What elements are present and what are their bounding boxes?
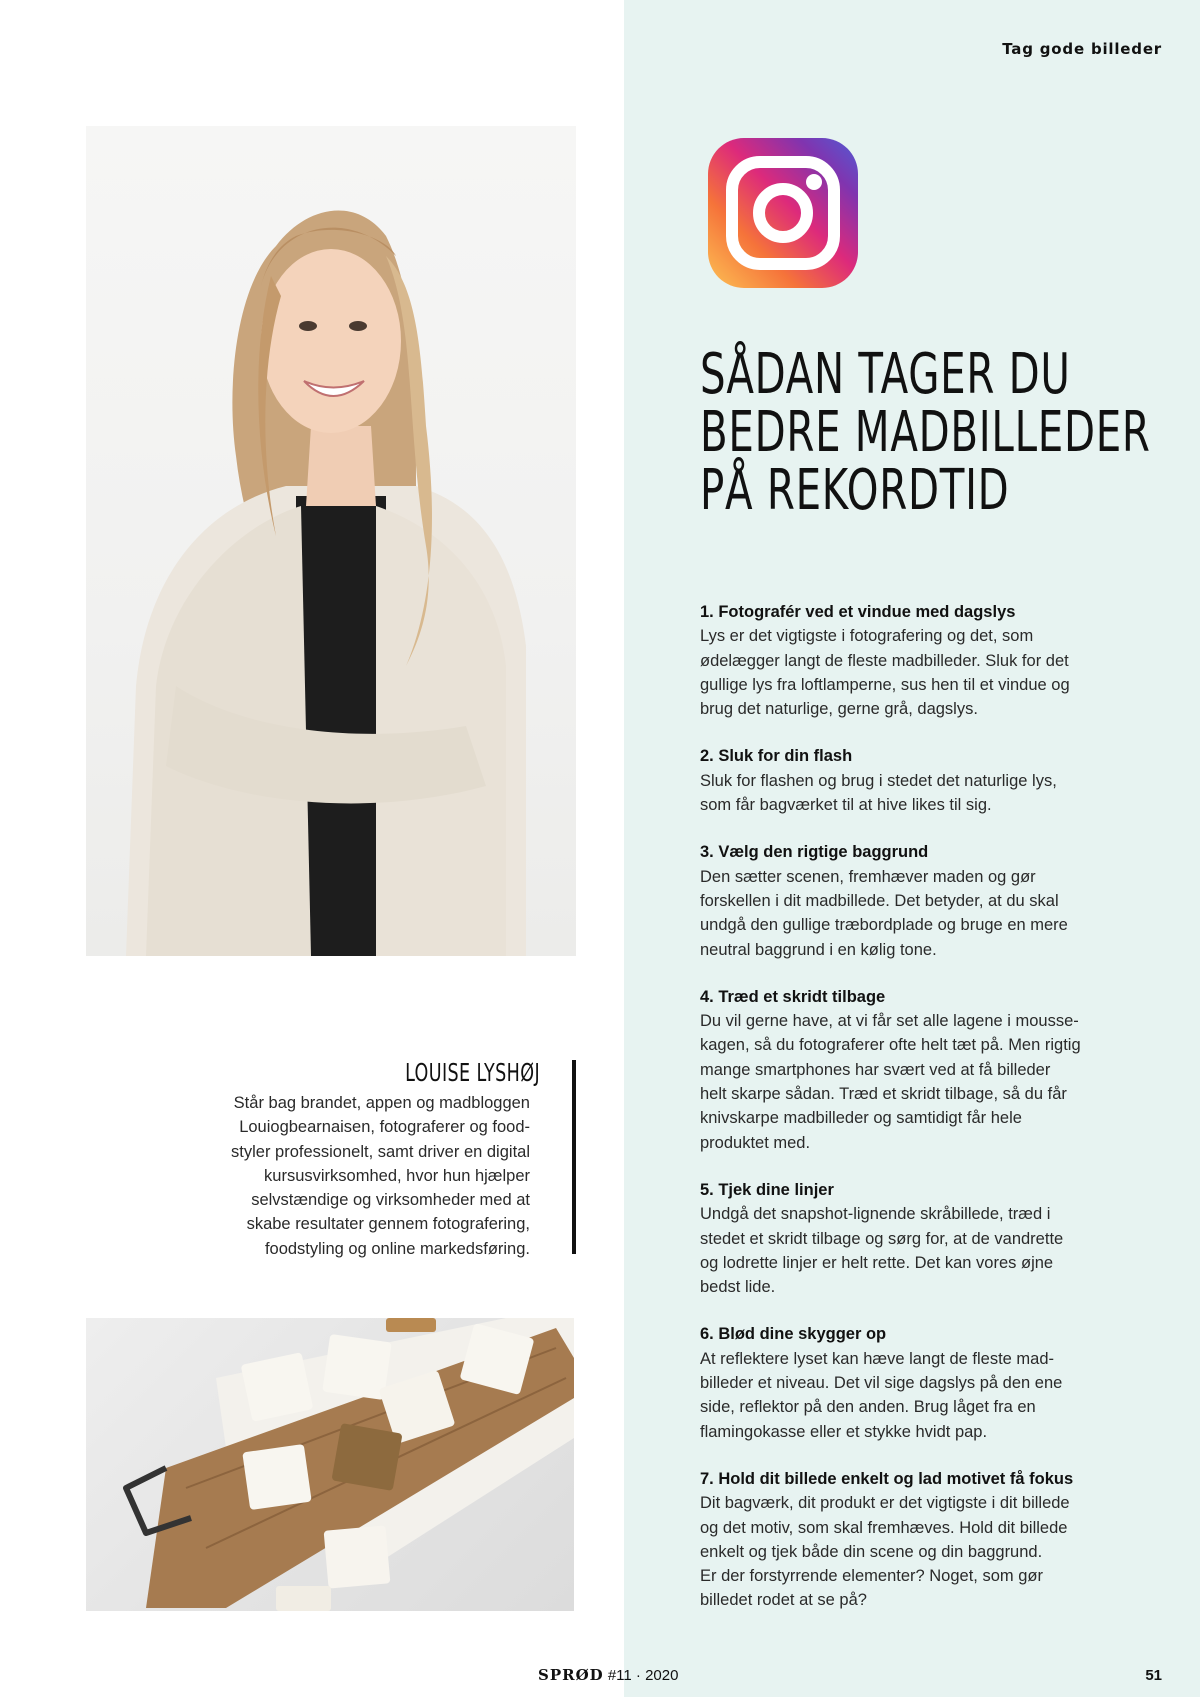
instagram-icon (708, 138, 858, 288)
bio-name: LOUISE LYSHØJ (405, 1058, 540, 1087)
tip-item (700, 1178, 1140, 1299)
tip-line: Den sætter scenen, fremhæver maden og gør (700, 867, 1036, 886)
tip-item (700, 600, 1140, 721)
tip-item (700, 744, 1140, 817)
bio-line: kursusvirksomhed, hvor hun hjælper (264, 1166, 530, 1185)
bio-line: Står bag brandet, appen og madbloggen (233, 1094, 530, 1112)
tip-line: gullige lys fra loftlamperne, sus hen til et vindue og (700, 675, 1070, 694)
tip-line: knivskarpe madbilleder og samtidigt får hele (700, 1109, 1022, 1128)
tip-line: At reflektere lyset kan hæve langt de fleste mad- (700, 1349, 1055, 1368)
section-label: Tag gode billeder (1002, 40, 1162, 58)
tip-line: forskellen i dit madbillede. Det betyder, at du skal (700, 891, 1059, 910)
tip-line: mange smartphones har svært ved at få billeder (700, 1060, 1051, 1079)
tip-item (700, 1467, 1140, 1613)
tip-line: side, reflektor på den anden. Brug låget fra en (700, 1398, 1036, 1417)
tip-item (700, 840, 1140, 961)
tip-line: stedet et skridt tilbage og sørg for, at de vandrette (700, 1229, 1064, 1248)
portrait-photo (86, 126, 576, 956)
tip-line: brug det naturlige, gerne grå, dagslys. (700, 700, 978, 719)
bio-text (200, 1091, 530, 1261)
bio-line: foodstyling og online markedsføring. (264, 1239, 530, 1258)
tip-line: billedet rodet at se på? (700, 1591, 867, 1610)
tip-body (700, 1009, 1140, 1155)
tip-line: Dit bagværk, dit produkt er det vigtigste i dit billede (700, 1494, 1070, 1513)
headline-line: BEDRE MADBILLEDER (700, 400, 1151, 465)
tip-line: helt skarpe sådan. Træd et skridt tilbage, så du får (700, 1085, 1067, 1104)
tip-line: Sluk for flashen og brug i stedet det naturlige lys, (700, 771, 1057, 790)
tip-line: produktet med. (700, 1133, 811, 1152)
tip-line: Lys er det vigtigste i fotografering og det, som (700, 627, 1034, 646)
bio-line: Louiogbearnaisen, fotograferer og food- (239, 1118, 530, 1137)
headline (700, 342, 1151, 523)
tips-list (700, 600, 1140, 1636)
tip-line: Er der forstyrrende elementer? Noget, som gør (700, 1567, 1043, 1586)
tip-title: 6. Blød dine skygger op (700, 1325, 887, 1344)
bio-line: styler professionelt, samt driver en digital (231, 1142, 530, 1161)
tip-line: ødelægger langt de fleste madbilleder. Sluk for det (700, 651, 1069, 670)
tip-line: og lodrette linjer er helt rette. Det kan vores øjne (700, 1253, 1054, 1272)
tip-line: og det motiv, som skal fremhæves. Hold dit billede (700, 1518, 1068, 1537)
tip-title: 4. Træd et skridt tilbage (700, 987, 886, 1006)
tip-line: flamingokasse eller et stykke hvidt pap. (700, 1422, 988, 1441)
tip-line: undgå den gullige træbordplade og bruge en mere (700, 916, 1068, 935)
headline-line: PÅ REKORDTID (700, 458, 1010, 523)
footer-brand: SPRØD (538, 1666, 604, 1684)
tip-line: bedst lide. (700, 1278, 776, 1297)
tip-item (700, 1322, 1140, 1443)
page-number: 51 (1145, 1667, 1162, 1684)
tip-body (700, 1347, 1140, 1444)
headline-line: SÅDAN TAGER DU (700, 342, 1071, 407)
tip-line: billeder et niveau. Det vil sige dagslys på den ene (700, 1374, 1063, 1393)
bio-divider (572, 1060, 576, 1254)
bio-line: selvstændige og virksomheder med at (251, 1191, 530, 1210)
food-photo (86, 1318, 574, 1611)
tip-body (700, 1491, 1140, 1612)
tip-line: kagen, så du fotograferer ofte helt tæt på. Men rigtig (700, 1036, 1081, 1055)
footer-issue: #11 · 2020 (607, 1667, 679, 1684)
tip-line: enkelt og tjek både din scene og din baggrund. (700, 1542, 1043, 1561)
tip-line: Du vil gerne have, at vi får set alle lagene i mousse- (700, 1012, 1079, 1031)
tip-item (700, 985, 1140, 1155)
tip-title: 5. Tjek dine linjer (700, 1180, 834, 1199)
footer-magazine (538, 1666, 678, 1684)
tip-body (700, 624, 1140, 721)
bio-line: skabe resultater gennem fotografering, (246, 1215, 530, 1234)
tip-body (700, 1202, 1140, 1299)
tip-title: 3. Vælg den rigtige baggrund (700, 843, 929, 862)
tip-title: 1. Fotografér ved et vindue med dagslys (700, 603, 1016, 621)
tip-title: 2. Sluk for din flash (700, 747, 853, 766)
tip-line: som får bagværket til at hive likes til sig. (700, 796, 992, 815)
tip-body (700, 865, 1140, 962)
tip-line: Undgå det snapshot-lignende skråbillede, træd i (700, 1205, 1051, 1224)
tip-body (700, 769, 1140, 818)
tip-line: neutral baggrund i en kølig tone. (700, 940, 937, 959)
tip-title: 7. Hold dit billede enkelt og lad motivet få fokus (700, 1469, 1074, 1488)
